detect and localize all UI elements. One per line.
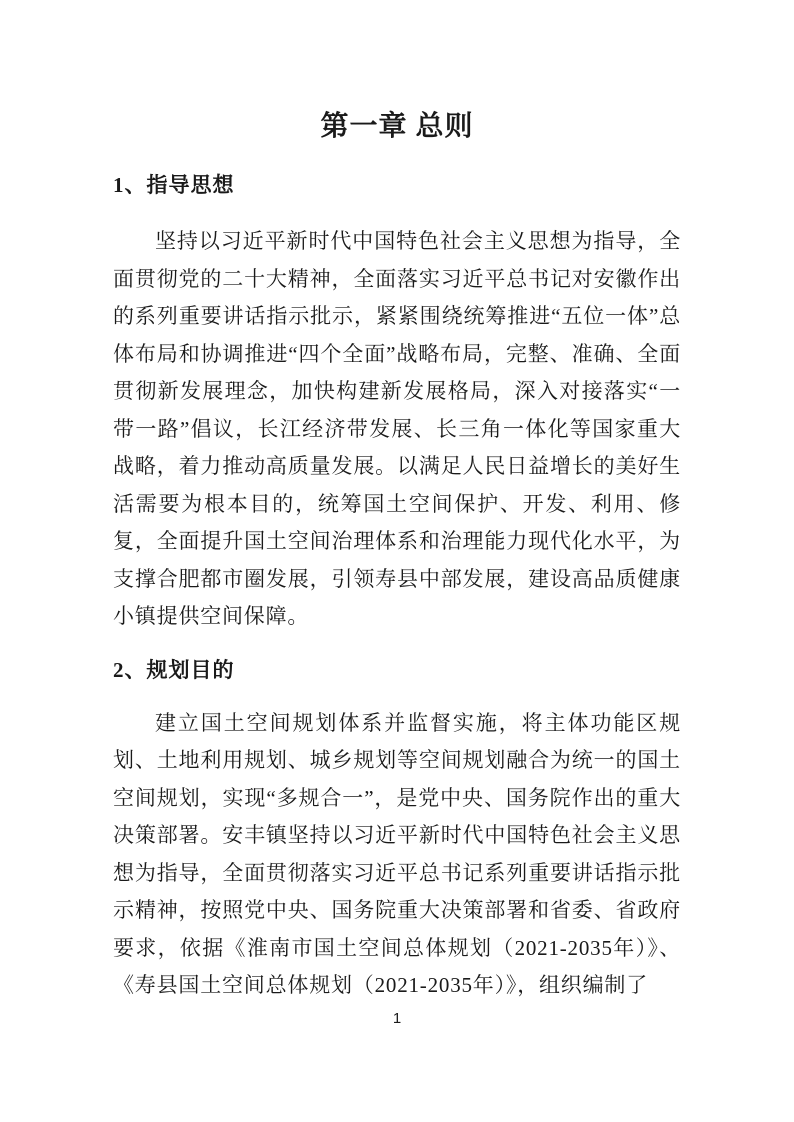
section-heading-guiding-ideology: 1、指导思想 xyxy=(113,173,235,197)
chapter-title: 第一章 总则 xyxy=(320,111,474,142)
paragraph-guiding-ideology: 坚持以习近平新时代中国特色社会主义思想为指导，全面贯彻党的二十大精神，全面落实习近平总书记对安徽作出的系列重要讲话指示批示，紧紧围绕统筹推进“五位一体”总体布局和协调推进“四个全面”战略布局，完整、准确、全面贯彻新发展理念，加快构建新发展格局，深入对接落实“一带一路”倡议，长江经济带发展、长三角一体化等国家重大战略，着力推动高质量发展。以满足人民日益增长的美好生活需要为根本目的，统筹国土空间保护、开发、利用、修复，全面提升国土空间治理体系和治理能力现代化水平，为支撑合肥都市圈发展，引领寿县中部发展，建设高品质健康小镇提供空间保障。 xyxy=(113,229,681,628)
page-number: 1 xyxy=(392,1010,402,1027)
section-heading-planning-purpose: 2、规划目的 xyxy=(113,657,235,682)
paragraph-planning-purpose: 建立国土空间规划体系并监督实施，将主体功能区规划、土地利用规划、城乡规划等空间规划融合为统一的国土空间规划，实现“多规合一”，是党中央、国务院作出的重大决策部署。安丰镇坚持以习近平新时代中国特色社会主义思想为指导，全面贯彻落实习近平总书记系列重要讲话指示批示精神，按照党中央、国务院重大决策部署和省委、省政府要求，依据《淮南市国土空间总体规划（2021-2035年）》、《寿县国土空间总体规划（2021-2035年）》，组织编制了 xyxy=(113,710,681,997)
